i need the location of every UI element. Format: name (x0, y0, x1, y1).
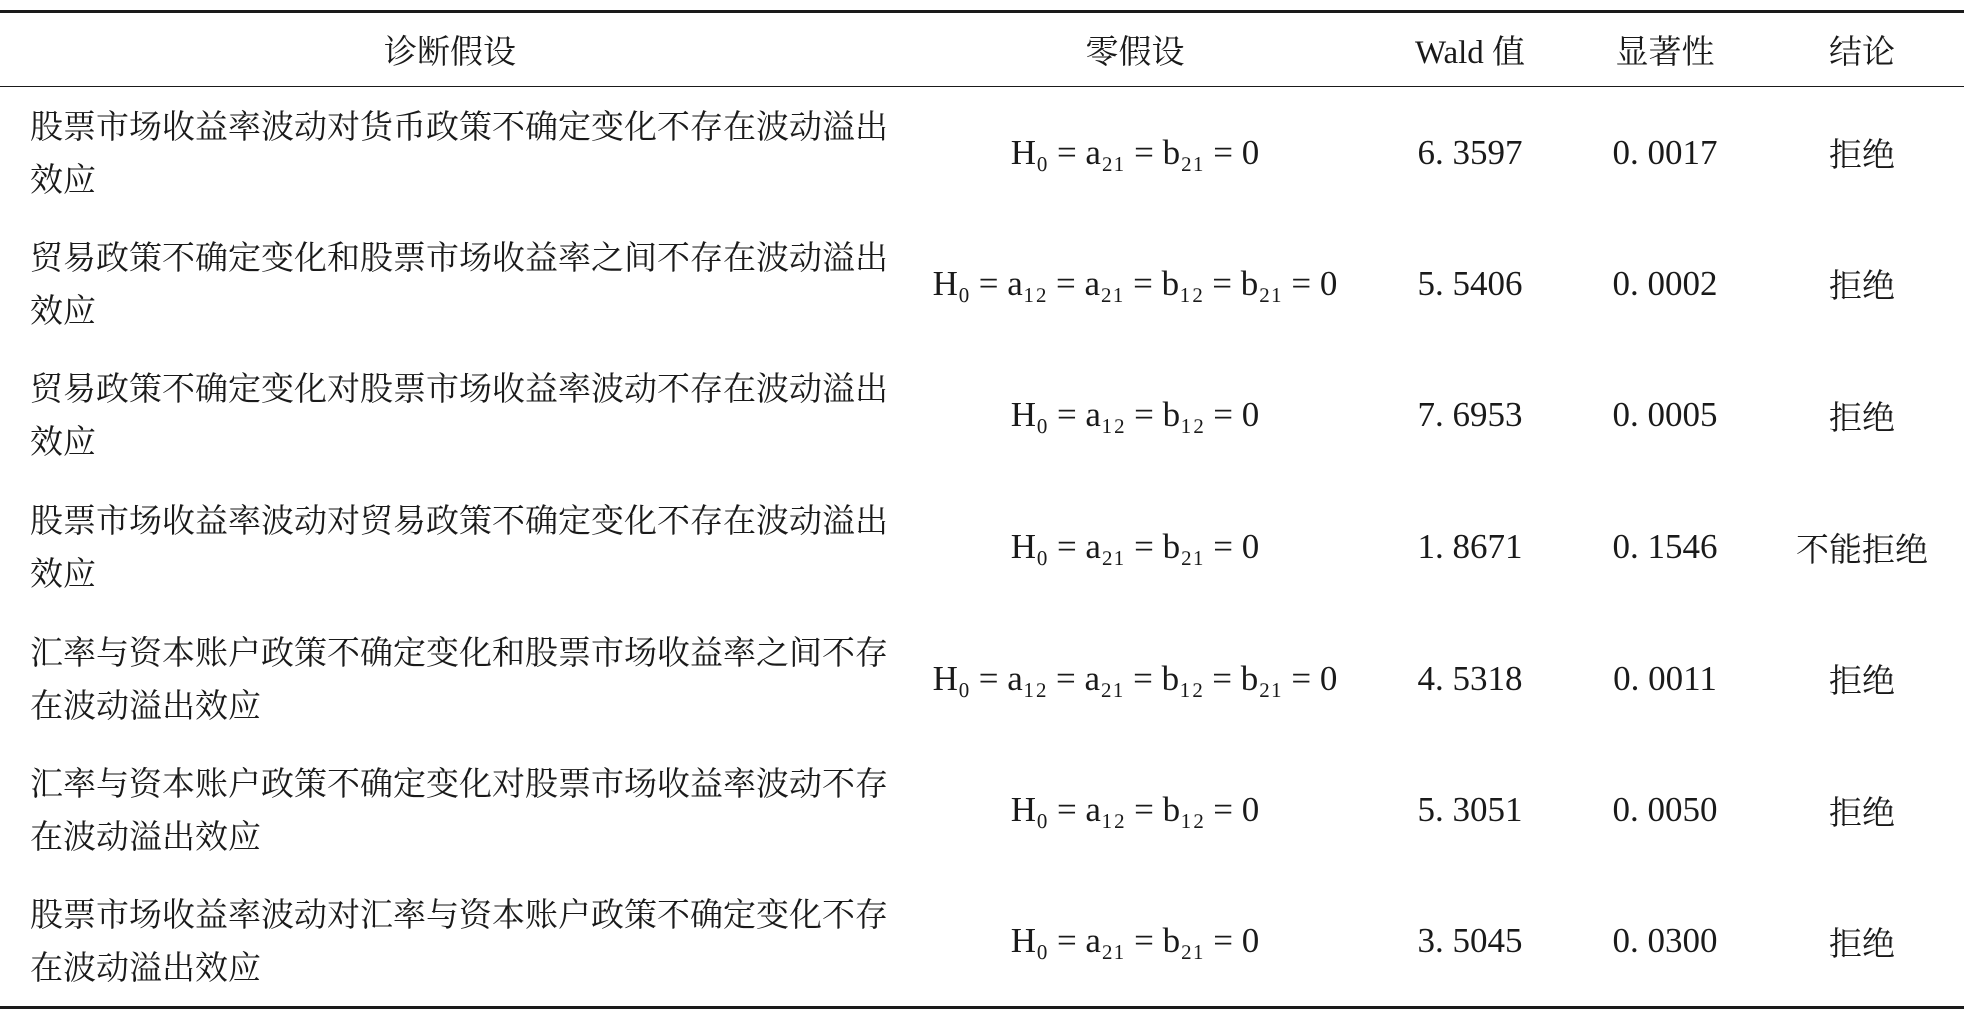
cell-conclusion: 拒绝 (1829, 266, 1895, 306)
cell-null-hypothesis: H₀ = a₂₁ = b₂₁ = 0 (1010, 527, 1260, 567)
cell-hypothesis: 股票市场收益率波动对贸易政策不确定变化不存在波动溢出效应 (30, 501, 888, 594)
cell-significance: 0. 0017 (1612, 132, 1718, 172)
header-conclusion: 结论 (1760, 12, 1964, 87)
cell-null-hypothesis: H₀ = a₁₂ = a₂₁ = b₁₂ = b₂₁ = 0 (932, 658, 1338, 698)
table-row (0, 87, 1964, 219)
cell-wald: 4. 5318 (1417, 658, 1523, 698)
wald-test-table (0, 10, 1964, 1009)
cell-conclusion: 拒绝 (1829, 397, 1895, 437)
table-row (0, 218, 1964, 350)
cell-null-hypothesis: H₀ = a₁₂ = b₁₂ = 0 (1010, 395, 1260, 435)
cell-significance: 0. 0005 (1612, 395, 1718, 435)
cell-wald: 6. 3597 (1417, 132, 1523, 172)
cell-null-hypothesis: H₀ = a₂₁ = b₂₁ = 0 (900, 876, 1370, 1008)
cell-wald: 3. 5045 (1370, 876, 1570, 1008)
cell-significance: 0. 0002 (1612, 263, 1718, 303)
table-row (0, 481, 1964, 613)
cell-conclusion: 拒绝 (1829, 661, 1895, 701)
cell-hypothesis: 汇率与资本账户政策不确定变化对股票市场收益率波动不存在波动溢出效应 (30, 764, 888, 857)
cell-null-hypothesis: H₀ = a₂₁ = b₂₁ = 0 (1010, 132, 1260, 172)
cell-wald: 7. 6953 (1417, 395, 1523, 435)
cell-hypothesis: 贸易政策不确定变化对股票市场收益率波动不存在波动溢出效应 (30, 369, 888, 462)
cell-significance: 0. 0300 (1570, 876, 1760, 1008)
cell-hypothesis: 汇率与资本账户政策不确定变化和股票市场收益率之间不存在波动溢出效应 (30, 632, 888, 725)
header-significance: 显著性 (1570, 12, 1760, 87)
table-row (0, 876, 1964, 1008)
cell-hypothesis: 贸易政策不确定变化和股票市场收益率之间不存在波动溢出效应 (30, 237, 888, 330)
cell-wald: 1. 8671 (1417, 527, 1523, 567)
cell-wald: 5. 5406 (1417, 263, 1523, 303)
cell-null-hypothesis: H₀ = a₁₂ = a₂₁ = b₁₂ = b₂₁ = 0 (932, 263, 1338, 303)
header-wald: Wald 值 (1370, 12, 1570, 87)
header-null-hypothesis: 零假设 (900, 12, 1370, 87)
table-row (0, 350, 1964, 482)
cell-conclusion: 拒绝 (1829, 792, 1895, 832)
header-hypothesis: 诊断假设 (0, 12, 900, 87)
cell-wald: 5. 3051 (1417, 790, 1523, 830)
cell-conclusion: 拒绝 (1829, 135, 1895, 175)
cell-null-hypothesis: H₀ = a₁₂ = b₁₂ = 0 (1010, 790, 1260, 830)
cell-conclusion: 不能拒绝 (1796, 529, 1928, 569)
cell-significance: 0. 1546 (1612, 527, 1718, 567)
results-table-container (0, 10, 1964, 1009)
cell-significance: 0. 0050 (1612, 790, 1718, 830)
cell-hypothesis: 股票市场收益率波动对货币政策不确定变化不存在波动溢出效应 (30, 106, 888, 199)
table-row (0, 744, 1964, 876)
cell-conclusion: 拒绝 (1760, 876, 1964, 1008)
cell-significance: 0. 0011 (1613, 658, 1717, 698)
table-row (0, 613, 1964, 745)
table-header-row (0, 12, 1964, 87)
cell-hypothesis: 股票市场收益率波动对汇率与资本账户政策不确定变化不存在波动溢出效应 (0, 876, 900, 1008)
